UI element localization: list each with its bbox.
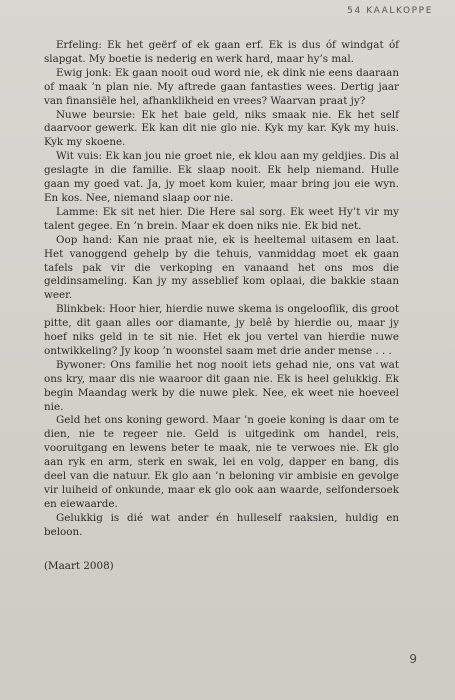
paragraph-wit-vuis: Wit vuis: Ek kan jou nie groet nie, ek klou aan my geldjies. Dis al geslagte in die familie. Ek slaap nooit. Ek help niemand. Hulle gaan my goed vat. Ja, jy moet kom kuier, maar bring jou eie wyn. En kos. Nee, niemand slaap oor nie. <box>44 150 399 204</box>
paragraph-oop-hand: Oop hand: Kan nie praat nie, ek is heeltemal uitasem en laat. Het vanoggend gehelp by die tehuis, vanmiddag moet ek gaan tafels pak vir die verkoping en vanaand het ons mos die geldinsameling. Kan jy my asseblief kom oplaai, die bakkie staan weer. <box>44 233 399 302</box>
date-note: (Maart 2008) <box>44 559 114 572</box>
body-text <box>44 39 399 574</box>
paragraph-ewig-jonk: Ewig jonk: Ek gaan nooit oud word nie, ek dink nie eens daaraan of maak ’n plan nie. My aftrede gaan fantasties wees. Dertig jaar van finansiële hel, afhanklikheid en vrees? Waarvan praat jy? <box>44 66 399 107</box>
paragraph-nuwe-beursie: Nuwe beursie: Ek het baie geld, niks smaak nie. Ek het self daarvoor gewerk. Ek kan dit nie glo nie. Kyk my kar. Kyk my huis. Kyk my skoene. <box>44 108 399 149</box>
paragraph-erfeling: Erfeling: Ek het geërf of ek gaan erf. Ek is dus óf windgat óf slapgat. My boetie is nederig en werk hard, maar hy’s mal. <box>44 39 399 65</box>
running-head: 54 KAALKOPPE <box>347 6 433 16</box>
paragraph-bywoner: Bywoner: Ons familie het nog nooit iets gehad nie, ons vat wat ons kry, maar dis nie waaroor dit gaan nie. Ek is heel gelukkig. Ek begin Maandag werk by die nuwe plek. Nee, ek weet nie hoeveel nie. <box>44 358 399 413</box>
paragraph-geld-koning: Geld het ons koning geword. Maar ’n goeie koning is daar om te dien, nie te regeer nie. Geld is uitgedink om handel, reis, vooruitgang en lewens beter te maak, nie te verwoes nie. Ek glo aan ryk en arm, sterk en swak, lei en volg, dapper en bang, dis deel van die natuur. Ek glo aan ’n beloning vir ambisie en gevolge vir luiheid of onkunde, maar ek glo ook aan waarde, selfondersoek en eiewaarde. <box>44 414 399 510</box>
paragraph-gelukkig: Gelukkig is dié wat ander én hulleself raaksien, huldig en beloon. <box>44 511 399 538</box>
paragraph-blinkbek: Blinkbek: Hoor hier, hierdie nuwe skema is ongelooflik, dis groot pitte, dit gaan alles oor diamante, jy belê by hierdie ou, maar jy hoef niks geld in te sit nie. Het ek jou vertel van hierdie nuwe ontwikkeling? Jy koop ’n woonstel saam met drie ander mense . . . <box>44 303 399 357</box>
paragraph-lamme: Lamme: Ek sit net hier. Die Here sal sorg. Ek weet Hy’t vir my talent gegee. En ’n brein. Maar ek doen niks nie. Ek bid net. <box>44 205 399 232</box>
page-number: 9 <box>409 652 417 666</box>
